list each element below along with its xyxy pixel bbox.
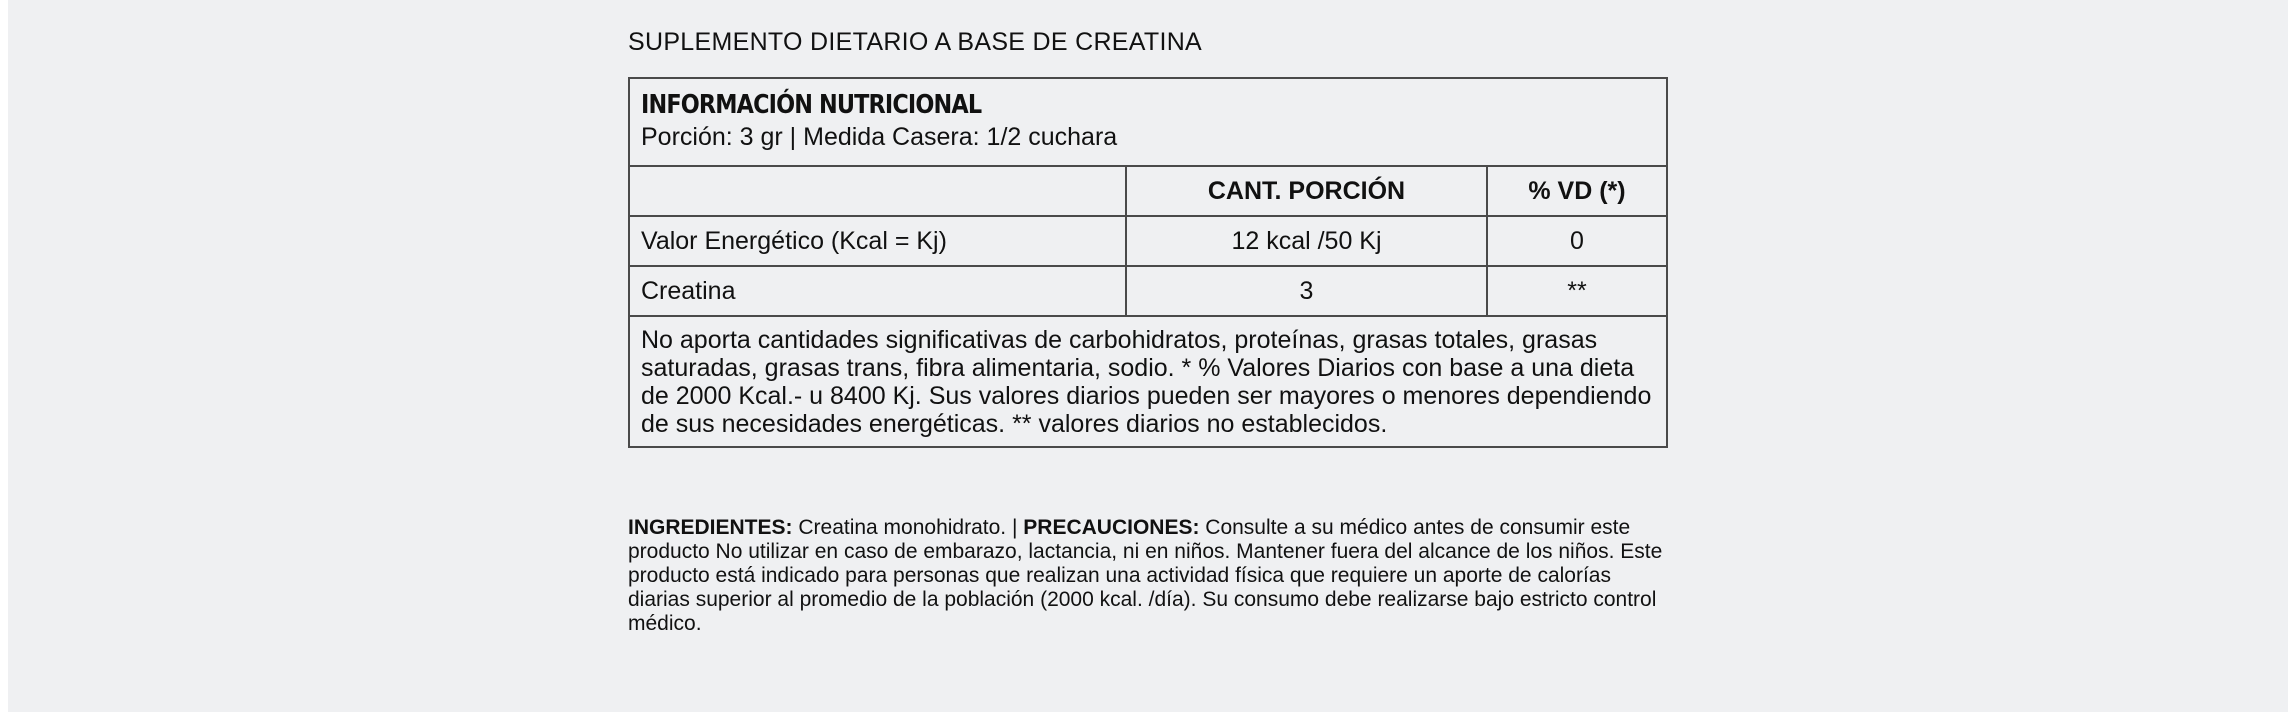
column-header-nutrient bbox=[630, 167, 1127, 215]
table-header-row bbox=[630, 167, 1666, 217]
ingredients-label: INGREDIENTES: bbox=[628, 516, 793, 539]
ingredients-text: Creatina monohidrato. | bbox=[792, 516, 1024, 539]
nutrition-table bbox=[628, 77, 1668, 448]
nutrition-table-header bbox=[630, 79, 1666, 167]
portion-info: Porción: 3 gr | Medida Casera: 1/2 cuchara bbox=[641, 123, 1118, 151]
precautions-text: Consulte a su médico antes de consumir este producto No utilizar en caso de embarazo, lactancia, ni en niños. Mantener fuera del alcance de los niños. Este producto está indicado para personas que realizan una actividad física que requiere un aporte de calorías diarias superior al promedio de la población (2000 kcal. /día). Su consumo debe realizarse bajo estricto control médico. bbox=[628, 516, 1663, 635]
nutrient-name: Valor Energético (Kcal = Kj) bbox=[630, 217, 1127, 265]
precautions-label: PRECAUCIONES: bbox=[1023, 516, 1200, 539]
nutrition-footnote: No aporta cantidades significativas de carbohidratos, proteínas, grasas totales, grasas saturadas, grasas trans, fibra alimentaria, sodio. * % Valores Diarios con base a una dieta de 2000 Kcal.- u 8400 Kj. Sus valores diarios pueden ser mayores o menores dependiendo de sus necesidades energéticas. ** valores diarios no establecidos. bbox=[641, 326, 1652, 438]
nutrition-table-title: INFORMACIÓN NUTRICIONAL bbox=[641, 90, 982, 120]
nutrient-vd: ** bbox=[1567, 276, 1587, 305]
product-title: SUPLEMENTO DIETARIO A BASE DE CREATINA bbox=[628, 28, 1203, 56]
table-row bbox=[630, 267, 1666, 317]
ingredients-paragraph bbox=[628, 516, 1678, 636]
label-panel bbox=[8, 0, 2288, 712]
nutrient-name: Creatina bbox=[630, 267, 1127, 315]
column-header-vd: % VD (*) bbox=[1528, 176, 1626, 205]
column-header-amount: CANT. PORCIÓN bbox=[1127, 167, 1488, 215]
nutrient-amount: 12 kcal /50 Kj bbox=[1127, 217, 1488, 265]
nutrient-vd: 0 bbox=[1570, 226, 1584, 255]
nutrient-amount: 3 bbox=[1127, 267, 1488, 315]
table-row bbox=[630, 217, 1666, 267]
